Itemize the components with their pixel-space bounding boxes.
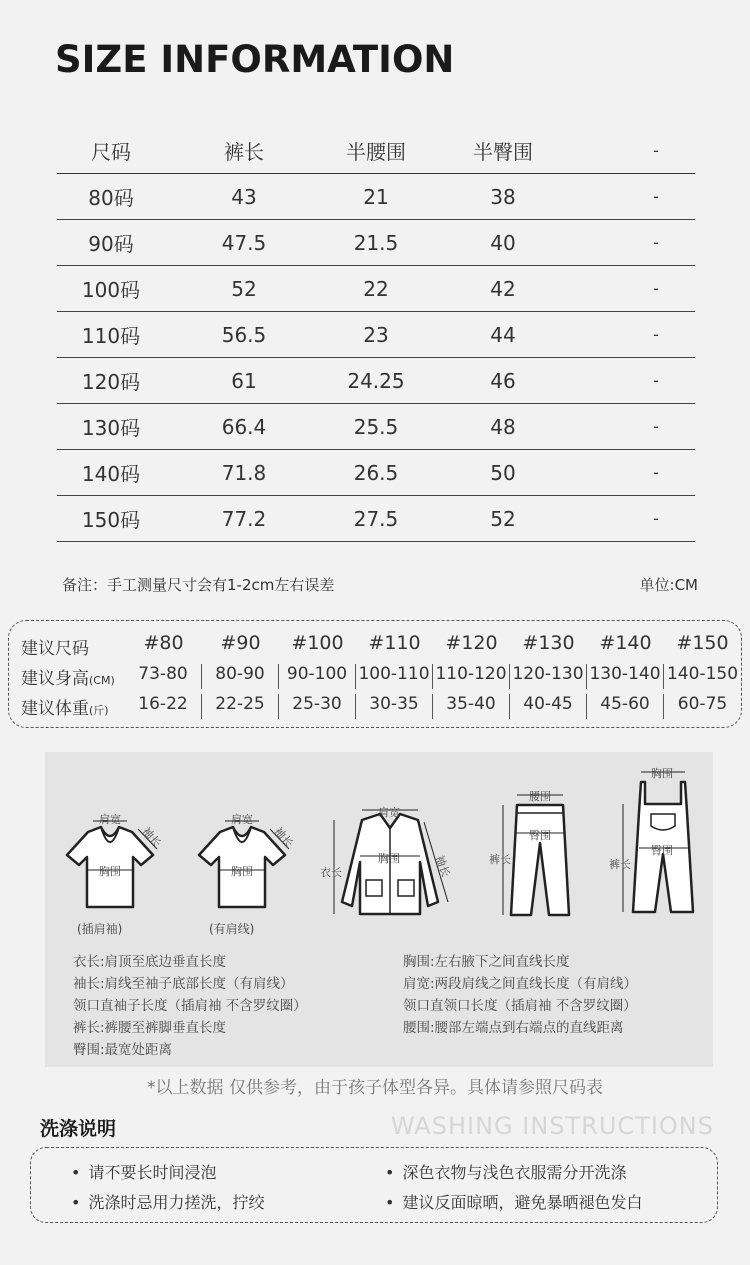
table-cell: -	[653, 463, 659, 482]
table-cell: 38	[490, 184, 516, 209]
table-row	[57, 220, 695, 266]
recommend-height-cell: 90-100	[279, 664, 356, 689]
table-row	[57, 174, 695, 220]
recommend-weight-cell: 35-40	[433, 694, 510, 719]
recommend-size-cell: #120	[445, 632, 498, 654]
recommend-height-label: 建议身高(CM)	[21, 669, 115, 689]
recommend-height-cell: 80-90	[202, 664, 279, 689]
table-cell: 80码	[88, 186, 134, 210]
table-cell: 26.5	[353, 460, 399, 485]
table-cell: 100码	[81, 278, 141, 302]
size-table-header	[57, 128, 695, 174]
table-cell: 48	[490, 414, 516, 439]
page-title: SIZE INFORMATION	[55, 38, 455, 81]
tshirt1-caption: (插肩袖)	[77, 922, 123, 936]
table-cell: 40	[490, 230, 516, 255]
header-half-hip: 半臀围	[473, 140, 533, 164]
recommend-weight-cell: 30-35	[356, 694, 433, 719]
tshirt1-chest-label: 胸围	[99, 865, 121, 878]
measurement-description: 领口直袖子长度（插肩袖 不含罗纹圈）	[73, 998, 307, 1014]
table-cell: -	[653, 187, 659, 206]
wash-item: • 洗涤时忌用力搓洗，拧绞	[71, 1190, 264, 1213]
unit-label: 单位:CM	[639, 576, 698, 594]
table-cell: 24.25	[347, 368, 405, 393]
table-cell: 150码	[81, 508, 141, 532]
table-row	[57, 312, 695, 358]
recommend-size-cell: #90	[220, 632, 261, 654]
measurement-guide-panel	[45, 752, 713, 1067]
table-cell: 130码	[81, 416, 141, 440]
measurement-description: 腰围:腰部左端点到右端点的直线距离	[403, 1020, 624, 1036]
table-cell: 110码	[81, 324, 141, 348]
table-row	[57, 496, 695, 542]
table-cell: 43	[231, 184, 257, 209]
overalls-chest-label: 胸围	[651, 767, 673, 780]
washing-box	[30, 1147, 718, 1223]
recommend-weight-label: 建议体重(斤)	[21, 699, 109, 719]
wash-item: • 深色衣物与浅色衣服需分开洗涤	[385, 1160, 626, 1183]
recommend-height-cell: 73-80	[125, 664, 202, 689]
tshirt-raglan-figure	[53, 807, 168, 922]
recommend-weight-row	[9, 694, 741, 719]
measurement-description: 胸围:左右腋下之间直线长度	[403, 954, 570, 970]
pants-hip-label: 臀围	[529, 829, 551, 842]
table-cell: 21	[363, 184, 389, 209]
measurement-description: 裤长:裤腰至裤脚垂直长度	[73, 1020, 227, 1036]
header-extra: -	[653, 141, 659, 160]
table-cell: 90码	[88, 232, 134, 256]
recommend-weight-cell: 60-75	[677, 694, 728, 714]
measurement-note: 备注：手工测量尺寸会有1-2cm左右误差	[62, 576, 335, 594]
measurement-description: 领口直领口长度（插肩袖 不含罗纹圈）	[403, 998, 637, 1014]
wash-item: • 建议反面晾晒，避免暴晒褪色发白	[385, 1190, 642, 1213]
washing-title: 洗涤说明	[40, 1118, 117, 1140]
tshirt-shoulderline-figure	[185, 807, 300, 922]
recommend-size-cell: #150	[676, 632, 729, 654]
jacket-shoulder-label: 肩宽	[378, 806, 400, 819]
table-cell: -	[653, 417, 659, 436]
tshirt1-shoulder-label: 肩宽	[99, 813, 121, 826]
table-row	[57, 404, 695, 450]
table-cell: 61	[231, 368, 257, 393]
table-row	[57, 450, 695, 496]
recommend-size-cell: #140	[599, 632, 652, 654]
recommend-height-cell: 120-130	[510, 664, 587, 689]
recommend-size-label: 建议尺码	[21, 639, 89, 659]
jacket-figure	[320, 802, 460, 932]
table-cell: 52	[490, 506, 516, 531]
table-row	[57, 266, 695, 312]
wash-item: • 请不要长时间浸泡	[71, 1160, 216, 1183]
recommend-size-cell: #130	[522, 632, 575, 654]
table-cell: 27.5	[353, 506, 399, 531]
table-cell: 23	[363, 322, 389, 347]
table-cell: 21.5	[353, 230, 399, 255]
overalls-hip-label: 臀围	[651, 844, 673, 857]
table-cell: -	[653, 233, 659, 252]
overalls-length-label: 裤长	[609, 858, 631, 871]
table-cell: 22	[363, 276, 389, 301]
tshirt2-caption: (有肩线)	[209, 922, 255, 936]
table-cell: 120码	[81, 370, 141, 394]
recommend-weight-cell: 16-22	[125, 694, 202, 719]
pants-figure	[485, 787, 585, 922]
recommend-height-cell: 140-150	[666, 664, 739, 684]
disclaimer-text: *以上数据 仅供参考，由于孩子体型各异。具体请参照尺码表	[147, 1078, 603, 1098]
pants-length-label: 裤长	[489, 853, 511, 866]
washing-title-en: WASHING INSTRUCTIONS	[390, 1112, 714, 1140]
tshirt2-sleeve-label: 袖长	[271, 824, 296, 850]
measurement-description: 衣长:肩顶至底边垂直长度	[73, 954, 227, 970]
table-cell: 44	[490, 322, 516, 347]
jacket-length-label: 衣长	[320, 866, 342, 879]
table-cell: -	[653, 371, 659, 390]
table-cell: -	[653, 509, 659, 528]
table-cell: 46	[490, 368, 516, 393]
table-cell: 42	[490, 276, 516, 301]
table-cell: 25.5	[353, 414, 399, 439]
recommend-weight-cell: 25-30	[279, 694, 356, 719]
size-table	[57, 128, 695, 542]
table-cell: 56.5	[221, 322, 267, 347]
tshirt2-shoulder-label: 肩宽	[231, 813, 253, 826]
pants-waist-label: 腰围	[529, 790, 551, 803]
measurement-description: 袖长:肩线至袖子底部长度（有肩线）	[73, 976, 294, 992]
tshirt2-chest-label: 胸围	[231, 865, 253, 878]
header-size: 尺码	[91, 140, 131, 164]
recommend-height-cell: 100-110	[356, 664, 433, 689]
header-pants-length: 裤长	[224, 140, 264, 164]
recommend-size-cell: #100	[291, 632, 344, 654]
table-cell: -	[653, 325, 659, 344]
measurement-description: 臀围:最宽处距离	[73, 1042, 173, 1058]
table-cell: 66.4	[221, 414, 267, 439]
jacket-chest-label: 胸围	[378, 852, 400, 865]
recommend-height-cell: 110-120	[433, 664, 510, 689]
jacket-sleeve-label: 袖长	[432, 853, 453, 879]
table-cell: 47.5	[221, 230, 267, 255]
recommendation-box	[8, 620, 742, 728]
measurement-description: 肩宽:两段肩线之间直线长度（有肩线）	[403, 976, 638, 992]
recommend-weight-cell: 45-60	[587, 694, 664, 719]
overalls-figure	[605, 764, 705, 919]
recommend-size-cell: #110	[368, 632, 421, 654]
tshirt1-sleeve-label: 袖长	[139, 824, 164, 850]
table-cell: 71.8	[221, 460, 267, 485]
table-row	[57, 358, 695, 404]
recommend-size-row	[9, 632, 741, 659]
recommend-height-cell: 130-140	[587, 664, 664, 689]
recommend-height-row	[9, 664, 741, 689]
recommend-size-cell: #80	[143, 632, 184, 654]
table-cell: 50	[490, 460, 516, 485]
table-cell: 140码	[81, 462, 141, 486]
table-cell: -	[653, 279, 659, 298]
table-cell: 52	[231, 276, 257, 301]
recommend-weight-cell: 22-25	[202, 694, 279, 719]
table-cell: 77.2	[221, 506, 267, 531]
recommend-weight-cell: 40-45	[510, 694, 587, 719]
header-half-waist: 半腰围	[346, 140, 406, 164]
